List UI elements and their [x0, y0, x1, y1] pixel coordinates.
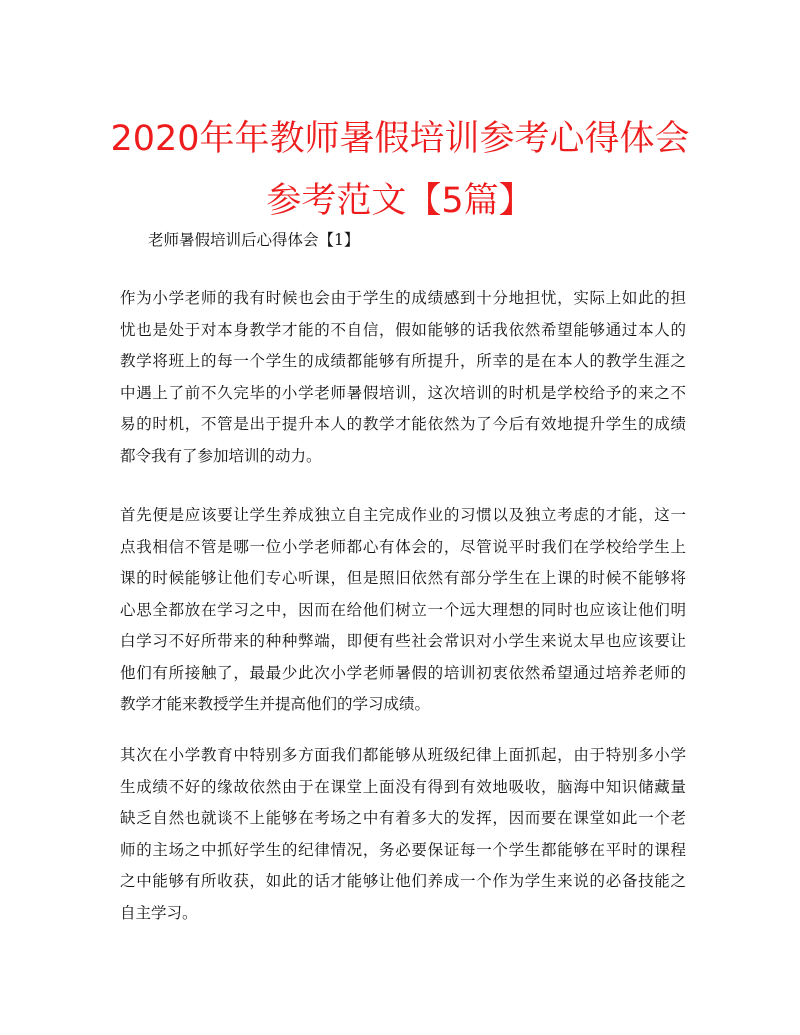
- paragraph-line: 师的主场之中抓好学生的纪律情况，务必要保证每一个学生都能够在平时的课程: [120, 840, 686, 859]
- paragraph-line: 之中能够有所收获，如此的话才能够让他们养成一个作为学生来说的必备技能之: [120, 872, 686, 890]
- paragraph-line: 都令我有了参加培训的动力。: [120, 446, 322, 465]
- paragraph-line: 首先便是应该要让学生养成独立自主完成作业的习惯以及独立考虑的才能，这一: [120, 506, 686, 524]
- body-paragraph: [120, 283, 686, 472]
- paragraph-line: 生成绩不好的缘故依然由于在课堂上面没有得到有效地吸收，脑海中知识储藏量: [120, 777, 686, 796]
- paragraph-line: 缺乏自然也就谈不上能够在考场之中有着多大的发挥，因而要在课堂如此一个老: [120, 809, 686, 827]
- paragraph-line: 点我相信不管是哪一位小学老师都心有体会的，尽管说平时我们在学校给学生上: [120, 537, 686, 556]
- paragraph-line: 忧也是处于对本身教学才能的不自信，假如能够的话我依然希望能够通过本人的: [120, 320, 686, 339]
- section-heading: 老师暑假培训后心得体会【1】: [148, 231, 360, 249]
- body-paragraph: [120, 740, 686, 929]
- paragraph-line: 白学习不好所带来的种种弊端，即便有些社会常识对小学生来说太早也应该要让: [120, 632, 686, 650]
- body-paragraph: [120, 500, 686, 721]
- paragraph-line: 他们有所接触了，最最少此次小学老师暑假的培训初衷依然希望通过培养老师的: [120, 663, 686, 682]
- paragraph-line: 心思全都放在学习之中，因而在给他们树立一个远大理想的同时也应该让他们明: [120, 600, 686, 619]
- paragraph-line: 作为小学老师的我有时候也会由于学生的成绩感到十分地担忧，实际上如此的担: [120, 289, 686, 307]
- document-title: 2020年年教师暑假培训参考心得体会参考范文【5篇】: [110, 119, 690, 221]
- paragraph-line: 教学才能来教授学生并提高他们的学习成绩。: [120, 695, 431, 713]
- paragraph-line: 中遇上了前不久完毕的小学老师暑假培训，这次培训的时机是学校给予的来之不: [120, 383, 686, 402]
- paragraph-line: 教学将班上的每一个学生的成绩都能够有所提升，所幸的是在本人的教学生涯之: [120, 352, 686, 370]
- paragraph-line: 易的时机，不管是出于提升本人的教学才能依然为了今后有效地提升学生的成绩: [120, 415, 686, 433]
- paragraph-line: 自主学习。: [120, 903, 198, 922]
- paragraph-line: 课的时候能够让他们专心听课，但是照旧依然有部分学生在上课的时候不能够将: [120, 569, 686, 587]
- paragraph-line: 其次在小学教育中特别多方面我们都能够从班级纪律上面抓起，由于特别多小学: [120, 746, 686, 764]
